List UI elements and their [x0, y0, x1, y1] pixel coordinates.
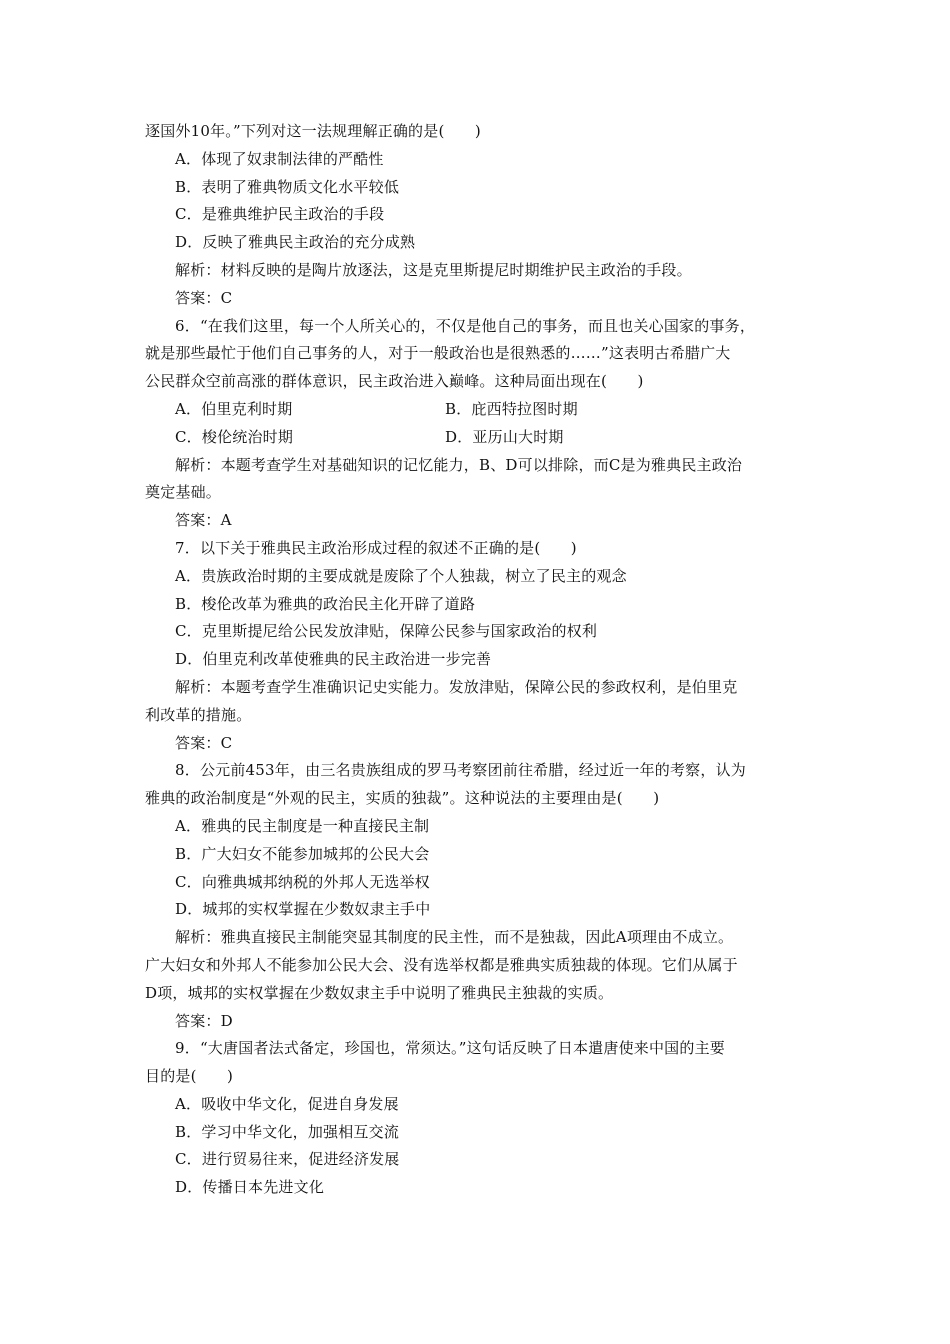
- text-line: 广大妇女和外邦人不能参加公民大会、没有选举权都是雅典实质独裁的体现。它们从属于: [145, 955, 738, 974]
- text-line: D．伯里克利改革使雅典的民主政治进一步完善: [175, 650, 492, 669]
- text-line: 答案：A: [175, 511, 232, 530]
- text-line: A．雅典的民主制度是一种直接民主制: [175, 816, 430, 835]
- text-line: 6．“在我们这里，每一个人所关心的，不仅是他自己的事务，而且也关心国家的事务，: [175, 316, 756, 335]
- option-right: D．亚历山大时期: [445, 427, 564, 446]
- text-line: 解析：本题考查学生对基础知识的记忆能力，B、D可以排除，而C是为雅典民主政治: [175, 455, 743, 474]
- text-line: B．广大妇女不能参加城邦的公民大会: [175, 844, 430, 863]
- text-line: 雅典的政治制度是“外观的民主，实质的独裁”。这种说法的主要理由是( ): [145, 789, 660, 808]
- text-line: A．体现了奴隶制法律的严酷性: [175, 149, 384, 168]
- text-line: 8．公元前453年，由三名贵族组成的罗马考察团前往希腊，经过近一年的考察，认为: [175, 761, 746, 780]
- text-line: B．学习中华文化，加强相互交流: [175, 1122, 400, 1141]
- text-line: C．克里斯提尼给公民发放津贴，保障公民参与国家政治的权利: [175, 622, 598, 641]
- option-right: B．庇西特拉图时期: [445, 399, 578, 418]
- text-line: D．反映了雅典民主政治的充分成熟: [175, 233, 416, 252]
- text-line: A．贵族政治时期的主要成就是废除了个人独裁，树立了民主的观念: [175, 566, 627, 585]
- text-line: 解析：材料反映的是陶片放逐法，这是克里斯提尼时期维护民主政治的手段。: [175, 260, 692, 279]
- text-line: D．传播日本先进文化: [175, 1178, 325, 1197]
- text-line: 目的是( ): [145, 1067, 234, 1086]
- option-row: [145, 424, 810, 452]
- text-line: B．梭伦改革为雅典的政治民主化开辟了道路: [175, 594, 476, 613]
- text-line: 解析：雅典直接民主制能突显其制度的民主性，而不是独裁，因此A项理由不成立。: [175, 928, 734, 947]
- text-line: 逐国外10年。”下列对这一法规理解正确的是( ): [145, 122, 481, 140]
- text-line: 答案：C: [175, 288, 233, 307]
- text-line: D．城邦的实权掌握在少数奴隶主手中: [175, 900, 431, 919]
- text-line: A．吸收中华文化，促进自身发展: [175, 1094, 399, 1113]
- text-line: 7．以下关于雅典民主政治形成过程的叙述不正确的是( ): [175, 538, 577, 557]
- text-line: 公民群众空前高涨的群体意识，民主政治进入巅峰。这种局面出现在( ): [145, 372, 644, 391]
- text-line: C．是雅典维护民主政治的手段: [175, 205, 385, 224]
- text-line: C．向雅典城邦纳税的外邦人无选举权: [175, 872, 430, 891]
- text-line: C．进行贸易往来，促进经济发展: [175, 1150, 400, 1169]
- text-line: 答案：C: [175, 733, 233, 752]
- text-line: 就是那些最忙于他们自己事务的人，对于一般政治也是很熟悉的……”这表明古希腊广大: [145, 344, 731, 363]
- option-left: A．伯里克利时期: [175, 399, 293, 418]
- option-row: [145, 396, 810, 424]
- text-line: 解析：本题考查学生准确识记史实能力。发放津贴，保障公民的参政权利，是伯里克: [175, 677, 738, 696]
- text-line: 答案：D: [175, 1011, 233, 1030]
- text-line: 9．“大唐国者法式备定，珍国也，常须达。”这句话反映了日本遣唐使来中国的主要: [175, 1039, 725, 1058]
- option-left: C．梭伦统治时期: [175, 427, 294, 446]
- text-line: D项，城邦的实权掌握在少数奴隶主手中说明了雅典民主独裁的实质。: [145, 983, 614, 1002]
- text-line: B．表明了雅典物质文化水平较低: [175, 177, 400, 196]
- text-line: 奠定基础。: [145, 483, 222, 502]
- document-page: [145, 118, 810, 1202]
- text-line: 利改革的措施。: [145, 705, 252, 724]
